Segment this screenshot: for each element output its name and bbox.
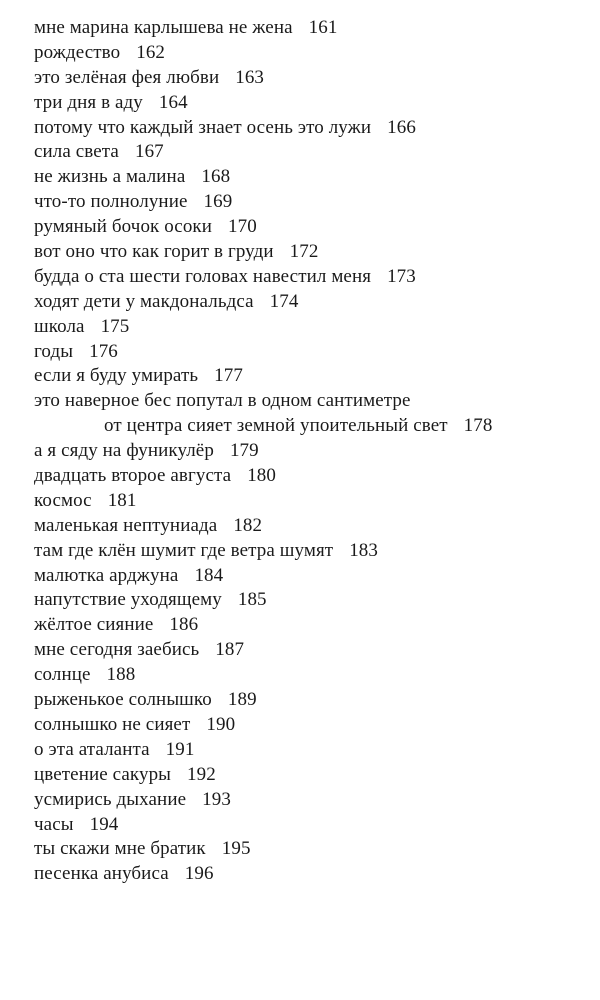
toc-title: это наверное бес попутал в одном сантиметре (34, 390, 411, 412)
toc-title: а я сяду на фуникулёр (34, 440, 214, 462)
toc-title: вот оно что как горит в груди (34, 241, 274, 263)
toc-page-number: 175 (100, 315, 130, 337)
toc-page-number: 194 (89, 813, 119, 835)
toc-title: жёлтое сияние (34, 614, 154, 636)
toc-entry (34, 539, 574, 564)
toc-page-number: 184 (194, 564, 224, 586)
toc-title: солнышко не сияет (34, 713, 191, 735)
toc-entry (34, 663, 574, 688)
toc-entry (34, 514, 574, 539)
toc-entry (34, 16, 574, 41)
toc-entry (34, 116, 574, 141)
toc-title: напутствие уходящему (34, 589, 222, 611)
toc-title: усмирись дыхание (34, 788, 187, 810)
toc-entry (34, 738, 574, 763)
toc-entry (34, 165, 574, 190)
toc-page-number: 195 (221, 838, 251, 860)
toc-page-number: 179 (229, 440, 259, 462)
toc-page-number: 189 (227, 689, 257, 711)
toc-page-number: 169 (203, 191, 233, 213)
toc-title: сила света (34, 141, 119, 163)
toc-title: если я буду умирать (34, 365, 199, 387)
toc-entry (34, 489, 574, 514)
toc-page-number: 181 (107, 489, 137, 511)
toc-title: мне сегодня заебись (34, 639, 200, 661)
toc-page-number: 190 (206, 713, 236, 735)
toc-entry (34, 290, 574, 315)
toc-entry (34, 763, 574, 788)
toc-entry (34, 364, 574, 389)
toc-entry (34, 788, 574, 813)
toc-page-number: 178 (463, 415, 493, 437)
toc-title: это зелёная фея любви (34, 66, 220, 88)
toc-page-number: 176 (89, 340, 118, 362)
toc-title: рыженькое солнышко (34, 689, 212, 711)
toc-entry (34, 862, 574, 887)
toc-page-number: 185 (237, 589, 267, 611)
toc-title: ты скажи мне братик (34, 838, 206, 860)
toc-entry (34, 190, 574, 215)
toc-entry (34, 588, 574, 613)
toc-entry (34, 66, 574, 91)
toc-page-number: 187 (215, 639, 245, 661)
toc-page-number: 161 (308, 17, 338, 38)
toc-entry (34, 464, 574, 489)
toc-page-number: 170 (228, 216, 257, 238)
toc-page-number: 172 (289, 241, 319, 263)
toc-page-number: 183 (349, 539, 378, 561)
toc-title-continuation: от центра сияет земной упоительный свет (104, 415, 448, 437)
toc-page-number: 174 (269, 290, 299, 312)
toc-page-number: 163 (235, 66, 265, 88)
toc-entry (34, 91, 574, 116)
toc-entry (34, 340, 574, 365)
toc-title: школа (34, 315, 85, 337)
toc-entry (34, 688, 574, 713)
toc-page-number: 188 (106, 664, 136, 686)
table-of-contents (34, 16, 574, 887)
toc-title: что-то полнолуние (34, 191, 188, 213)
toc-entry (34, 439, 574, 464)
toc-entry (34, 837, 574, 862)
toc-entry (34, 265, 574, 290)
toc-page-number: 164 (158, 91, 188, 113)
toc-title: будда о ста шести головах навестил меня (34, 265, 372, 287)
toc-page-number: 191 (165, 738, 195, 760)
toc-title: ходят дети у макдональдса (34, 290, 254, 312)
toc-page-number: 196 (184, 863, 214, 885)
toc-entry (34, 315, 574, 340)
toc-page-number: 192 (187, 763, 216, 785)
toc-title: три дня в аду (34, 91, 143, 113)
toc-title: потому что каждый знает осень это лужи (34, 116, 372, 138)
toc-title: годы (34, 340, 74, 362)
toc-title: песенка анубиса (34, 863, 169, 885)
toc-page-number: 177 (214, 365, 243, 387)
toc-entry (34, 240, 574, 265)
toc-entry (34, 41, 574, 66)
toc-entry (34, 215, 574, 240)
toc-page-number: 168 (201, 166, 231, 188)
toc-page-number: 180 (247, 465, 276, 487)
toc-page-number: 162 (136, 41, 166, 63)
toc-title: цветение сакуры (34, 763, 172, 785)
toc-title: малютка арджуна (34, 564, 179, 586)
toc-entry (34, 140, 574, 165)
toc-title: двадцать второе августа (34, 465, 232, 487)
toc-title: о эта аталанта (34, 738, 150, 760)
toc-page-number: 173 (387, 265, 416, 287)
toc-title: маленькая нептуниада (34, 514, 218, 536)
toc-title: там где клён шумит где ветра шумят (34, 539, 334, 561)
toc-title: рождество (34, 41, 121, 63)
toc-title: космос (34, 489, 92, 511)
toc-page-number: 182 (233, 514, 263, 536)
toc-title: не жизнь а малина (34, 166, 186, 188)
toc-page-number: 186 (169, 614, 199, 636)
toc-title: мне марина карлышева не жена (34, 17, 293, 38)
toc-entry (34, 564, 574, 589)
toc-title: румяный бочок осоки (34, 216, 213, 238)
toc-page-number: 193 (202, 788, 231, 810)
toc-page-number: 166 (387, 116, 416, 138)
toc-entry (34, 713, 574, 738)
toc-entry (34, 389, 574, 414)
toc-title: солнце (34, 664, 91, 686)
toc-entry (34, 638, 574, 663)
toc-entry-continuation (34, 414, 574, 439)
toc-entry (34, 613, 574, 638)
toc-entry (34, 813, 574, 838)
toc-title: часы (34, 813, 74, 835)
toc-page-number: 167 (134, 141, 164, 163)
